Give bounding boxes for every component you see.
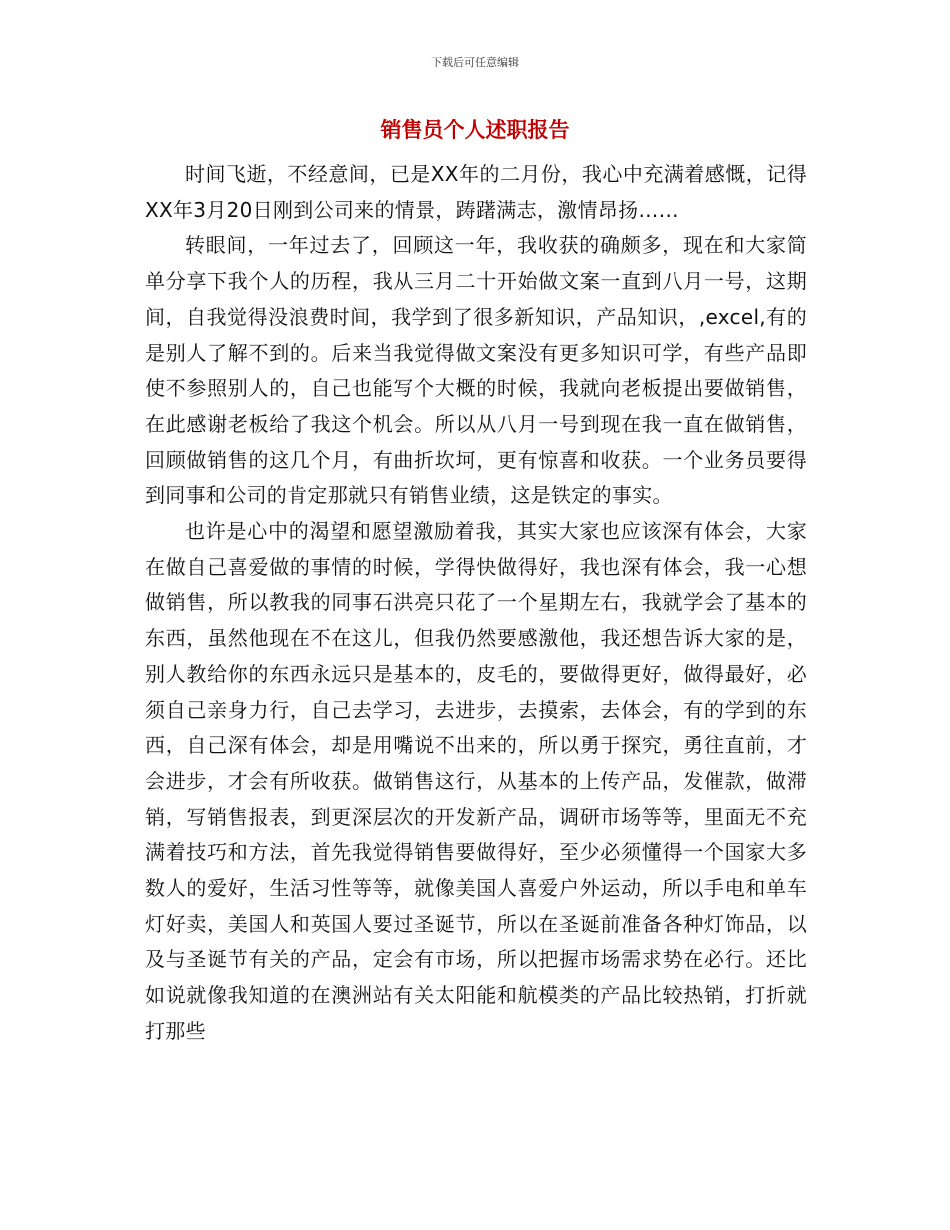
- paragraph: 也许是心中的渴望和愿望激励着我，其实大家也应该深有体会，大家在做自己喜爱做的事情的时候，学得快做得好，我也深有体会，我一心想做销售，所以教我的同事石洪亮只花了一个星期左右，我就学会了基本的东西，虽然他现在不在这儿，但我仍然要感激他，我还想告诉大家的是，别人教给你的东西永远只是基本的，皮毛的，要做得更好，做得最好，必须自己亲身力行，自己去学习，去进步，去摸索，去体会，有的学到的东西，自己深有体会，却是用嘴说不出来的，所以勇于探究，勇往直前，才会进步，才会有所收获。做销售这行，从基本的上传产品，发催款，做滞销，写销售报表，到更深层次的开发新产品，调研市场等等，里面无不充满着技巧和方法，首先我觉得销售要做得好，至少必须懂得一个国家大多数人的爱好，生活习性等等，就像美国人喜爱户外运动，所以手电和单车灯好卖，美国人和英国人要过圣诞节，所以在圣诞前准备各种灯饰品，以及与圣诞节有关的产品，定会有市场，所以把握市场需求势在必行。还比如说就像我知道的在澳洲站有关太阳能和航模类的产品比较热销，打折就打那些: [145, 519, 807, 1043]
- document-title: 销售员个人述职报告: [380, 118, 570, 142]
- paragraph: 转眼间，一年过去了，回顾这一年，我收获的确颇多，现在和大家简单分享下我个人的历程，我从三月二十开始做文案一直到八月一号，这期间，自我觉得没浪费时间，我学到了很多新知识，产品知识，,excel,有的是别人了解不到的。后来当我觉得做文案没有更多知识可学，有些产品即使不参照别人的，自己也能写个大概的时候，我就向老板提出要做销售，在此感谢老板给了我这个机会。所以从八月一号到现在我一直在做销售，回顾做销售的这几个月，有曲折坎坷，更有惊喜和收获。一个业务员要得到同事和公司的肯定那就只有销售业绩，这是铁定的事实。: [145, 233, 807, 508]
- page-header-note: 下载后可任意编辑: [431, 56, 519, 69]
- document-body: [145, 157, 807, 1050]
- paragraph: 时间飞逝，不经意间，已是XX年的二月份，我心中充满着感慨，记得XX年3月20日刚到公司来的情景，踌躇满志，激情昂扬……: [145, 162, 807, 222]
